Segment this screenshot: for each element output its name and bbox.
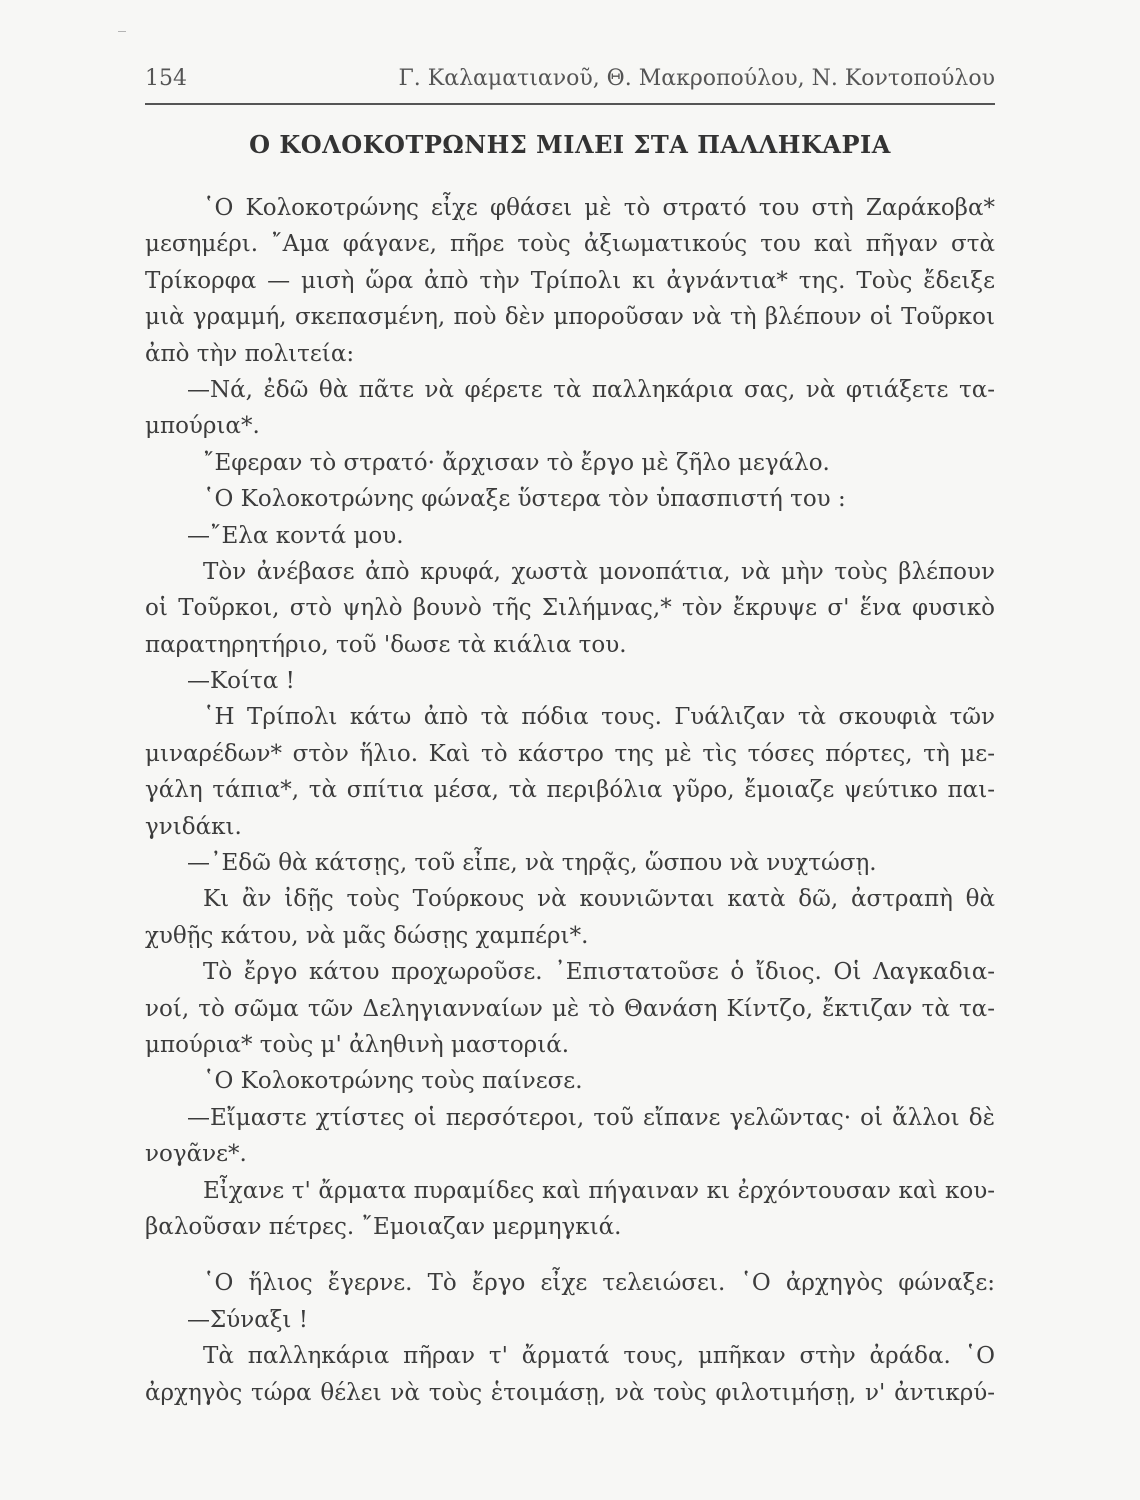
text-line: ἀπὸ τὴν πολιτεία: bbox=[145, 340, 355, 367]
text-line: ῾Ο Κολοκοτρώνης εἶχε φθάσει μὲ τὸ στρατό του στὴ Ζαράκοβα* bbox=[203, 195, 995, 221]
text-line: χυθῇς κάτου, νὰ μᾶς δώσῃς χαμπέρι*. bbox=[145, 922, 589, 949]
body-text bbox=[145, 190, 995, 1411]
text-line: ῾Ο Κολοκοτρώνης τοὺς παίνεσε. bbox=[203, 1068, 583, 1095]
text-line: ῎Εφεραν τὸ στρατό· ἄρχισαν τὸ ἔργο μὲ ζῆλο μεγάλο. bbox=[203, 449, 830, 476]
header-rule bbox=[145, 103, 995, 105]
text-line: Εἶχανε τ' ἄρματα πυραμίδες καὶ πήγαιναν κι ἐρχόντουσαν καὶ κου- bbox=[203, 1177, 995, 1204]
text-line: ῾Ο Κολοκοτρώνης φώναξε ὕστερα τὸν ὑπασπιστή του : bbox=[203, 486, 846, 513]
text-line: παρατηρητήριο, τοῦ 'δωσε τὰ κιάλια του. bbox=[145, 631, 627, 658]
text-line: Τὸ ἔργο κάτου προχωροῦσε. ᾿Επιστατοῦσε ὁ ἴδιος. Οἱ Λαγκαδια- bbox=[203, 959, 995, 986]
text-line: —Σύναξι ! bbox=[187, 1306, 308, 1333]
text-line: οἱ Τοῦρκοι, στὸ ψηλὸ βουνὸ τῆς Σιλήμνας,* τὸν ἔκρυψε σ' ἕνα φυσικὸ bbox=[145, 595, 995, 622]
paragraph-gap bbox=[145, 1245, 995, 1265]
text-line: Τρίκορφα — μισὴ ὥρα ἀπὸ τὴν Τρίπολι κι ἀγνάντια* της. Τοὺς ἔδειξε bbox=[145, 267, 995, 294]
text-line: ῾Ο ἥλιος ἔγερνε. Τὸ ἔργο εἶχε τελειώσει. ῾Ο ἀρχηγὸς φώναξε: bbox=[203, 1270, 995, 1297]
text-line: —Νά, ἐδῶ θὰ πᾶτε νὰ φέρετε τὰ παλληκάρια σας, νὰ φτιάξετε τα- bbox=[187, 376, 995, 403]
scan-speck: ‾ bbox=[118, 28, 126, 47]
text-line: γάλη τάπια*, τὰ σπίτια μέσα, τὰ περιβόλια γῦρο, ἔμοιαζε ψεύτικο παι- bbox=[145, 777, 995, 804]
text-line: —῎Ελα κοντά μου. bbox=[187, 522, 404, 549]
text-line: Κι ἂν ἰδῇς τοὺς Τούρκους νὰ κουνιῶνται κατὰ δῶ, ἀστραπὴ θὰ bbox=[203, 886, 995, 913]
text-line: νογᾶνε*. bbox=[145, 1141, 247, 1168]
text-line: νοί, τὸ σῶμα τῶν Δεληγιανναίων μὲ τὸ Θανάση Κίντζο, ἔκτιζαν τὰ τα- bbox=[145, 995, 995, 1022]
text-line: γνιδάκι. bbox=[145, 813, 242, 840]
running-head-authors: Γ. Καλαματιανοῦ, Θ. Μακροπούλου, Ν. Κοντοπούλου bbox=[398, 66, 995, 91]
text-line: —Κοίτα ! bbox=[187, 668, 295, 695]
text-line: μιὰ γραμμή, σκεπασμένη, ποὺ δὲν μποροῦσαν νὰ τὴ βλέπουν οἱ Τοῦρκοι bbox=[145, 304, 995, 331]
text-line: μιναρέδων* στὸν ἥλιο. Καὶ τὸ κάστρο της μὲ τὶς τόσες πόρτες, τὴ με- bbox=[145, 740, 995, 767]
page-header bbox=[145, 66, 995, 96]
text-line: ῾Η Τρίπολι κάτω ἀπὸ τὰ πόδια τους. Γυάλιζαν τὰ σκουφιὰ τῶν bbox=[203, 704, 995, 731]
text-line: —᾿Εδῶ θὰ κάτσῃς, τοῦ εἶπε, νὰ τηρᾷς, ὥσπου νὰ νυχτώσῃ. bbox=[187, 850, 877, 877]
text-line: μπούρια* τοὺς μ' ἀληθινὴ μαστοριά. bbox=[145, 1031, 570, 1058]
text-line: μπούρια*. bbox=[145, 413, 260, 440]
text-line: Τὰ παλληκάρια πῆραν τ' ἄρματά τους, μπῆκαν στὴν ἀράδα. ῾Ο bbox=[203, 1343, 995, 1370]
text-line: —Εἴμαστε χτίστες οἱ περσότεροι, τοῦ εἴπανε γελῶντας· οἱ ἄλλοι δὲ bbox=[187, 1104, 995, 1131]
page-number: 154 bbox=[145, 66, 187, 91]
text-line: βαλοῦσαν πέτρες. ῎Εμοιαζαν μερμηγκιά. bbox=[145, 1213, 622, 1240]
text-line: Τὸν ἀνέβασε ἀπὸ κρυφά, χωστὰ μονοπάτια, νὰ μὴν τοὺς βλέπουν bbox=[203, 558, 995, 585]
text-line: μεσημέρι. ῎Αμα φάγανε, πῆρε τοὺς ἀξιωματικούς του καὶ πῆγαν στὰ bbox=[145, 231, 995, 258]
text-line: ἀρχηγὸς τώρα θέλει νὰ τοὺς ἑτοιμάσῃ, νὰ τοὺς φιλοτιμήσῃ, ν' ἀντικρύ- bbox=[145, 1379, 995, 1406]
chapter-title: Ο ΚΟΛΟΚΟΤΡΩΝΗΣ ΜΙΛΕΙ ΣΤΑ ΠΑΛΛΗΚΑΡΙΑ bbox=[249, 130, 891, 159]
